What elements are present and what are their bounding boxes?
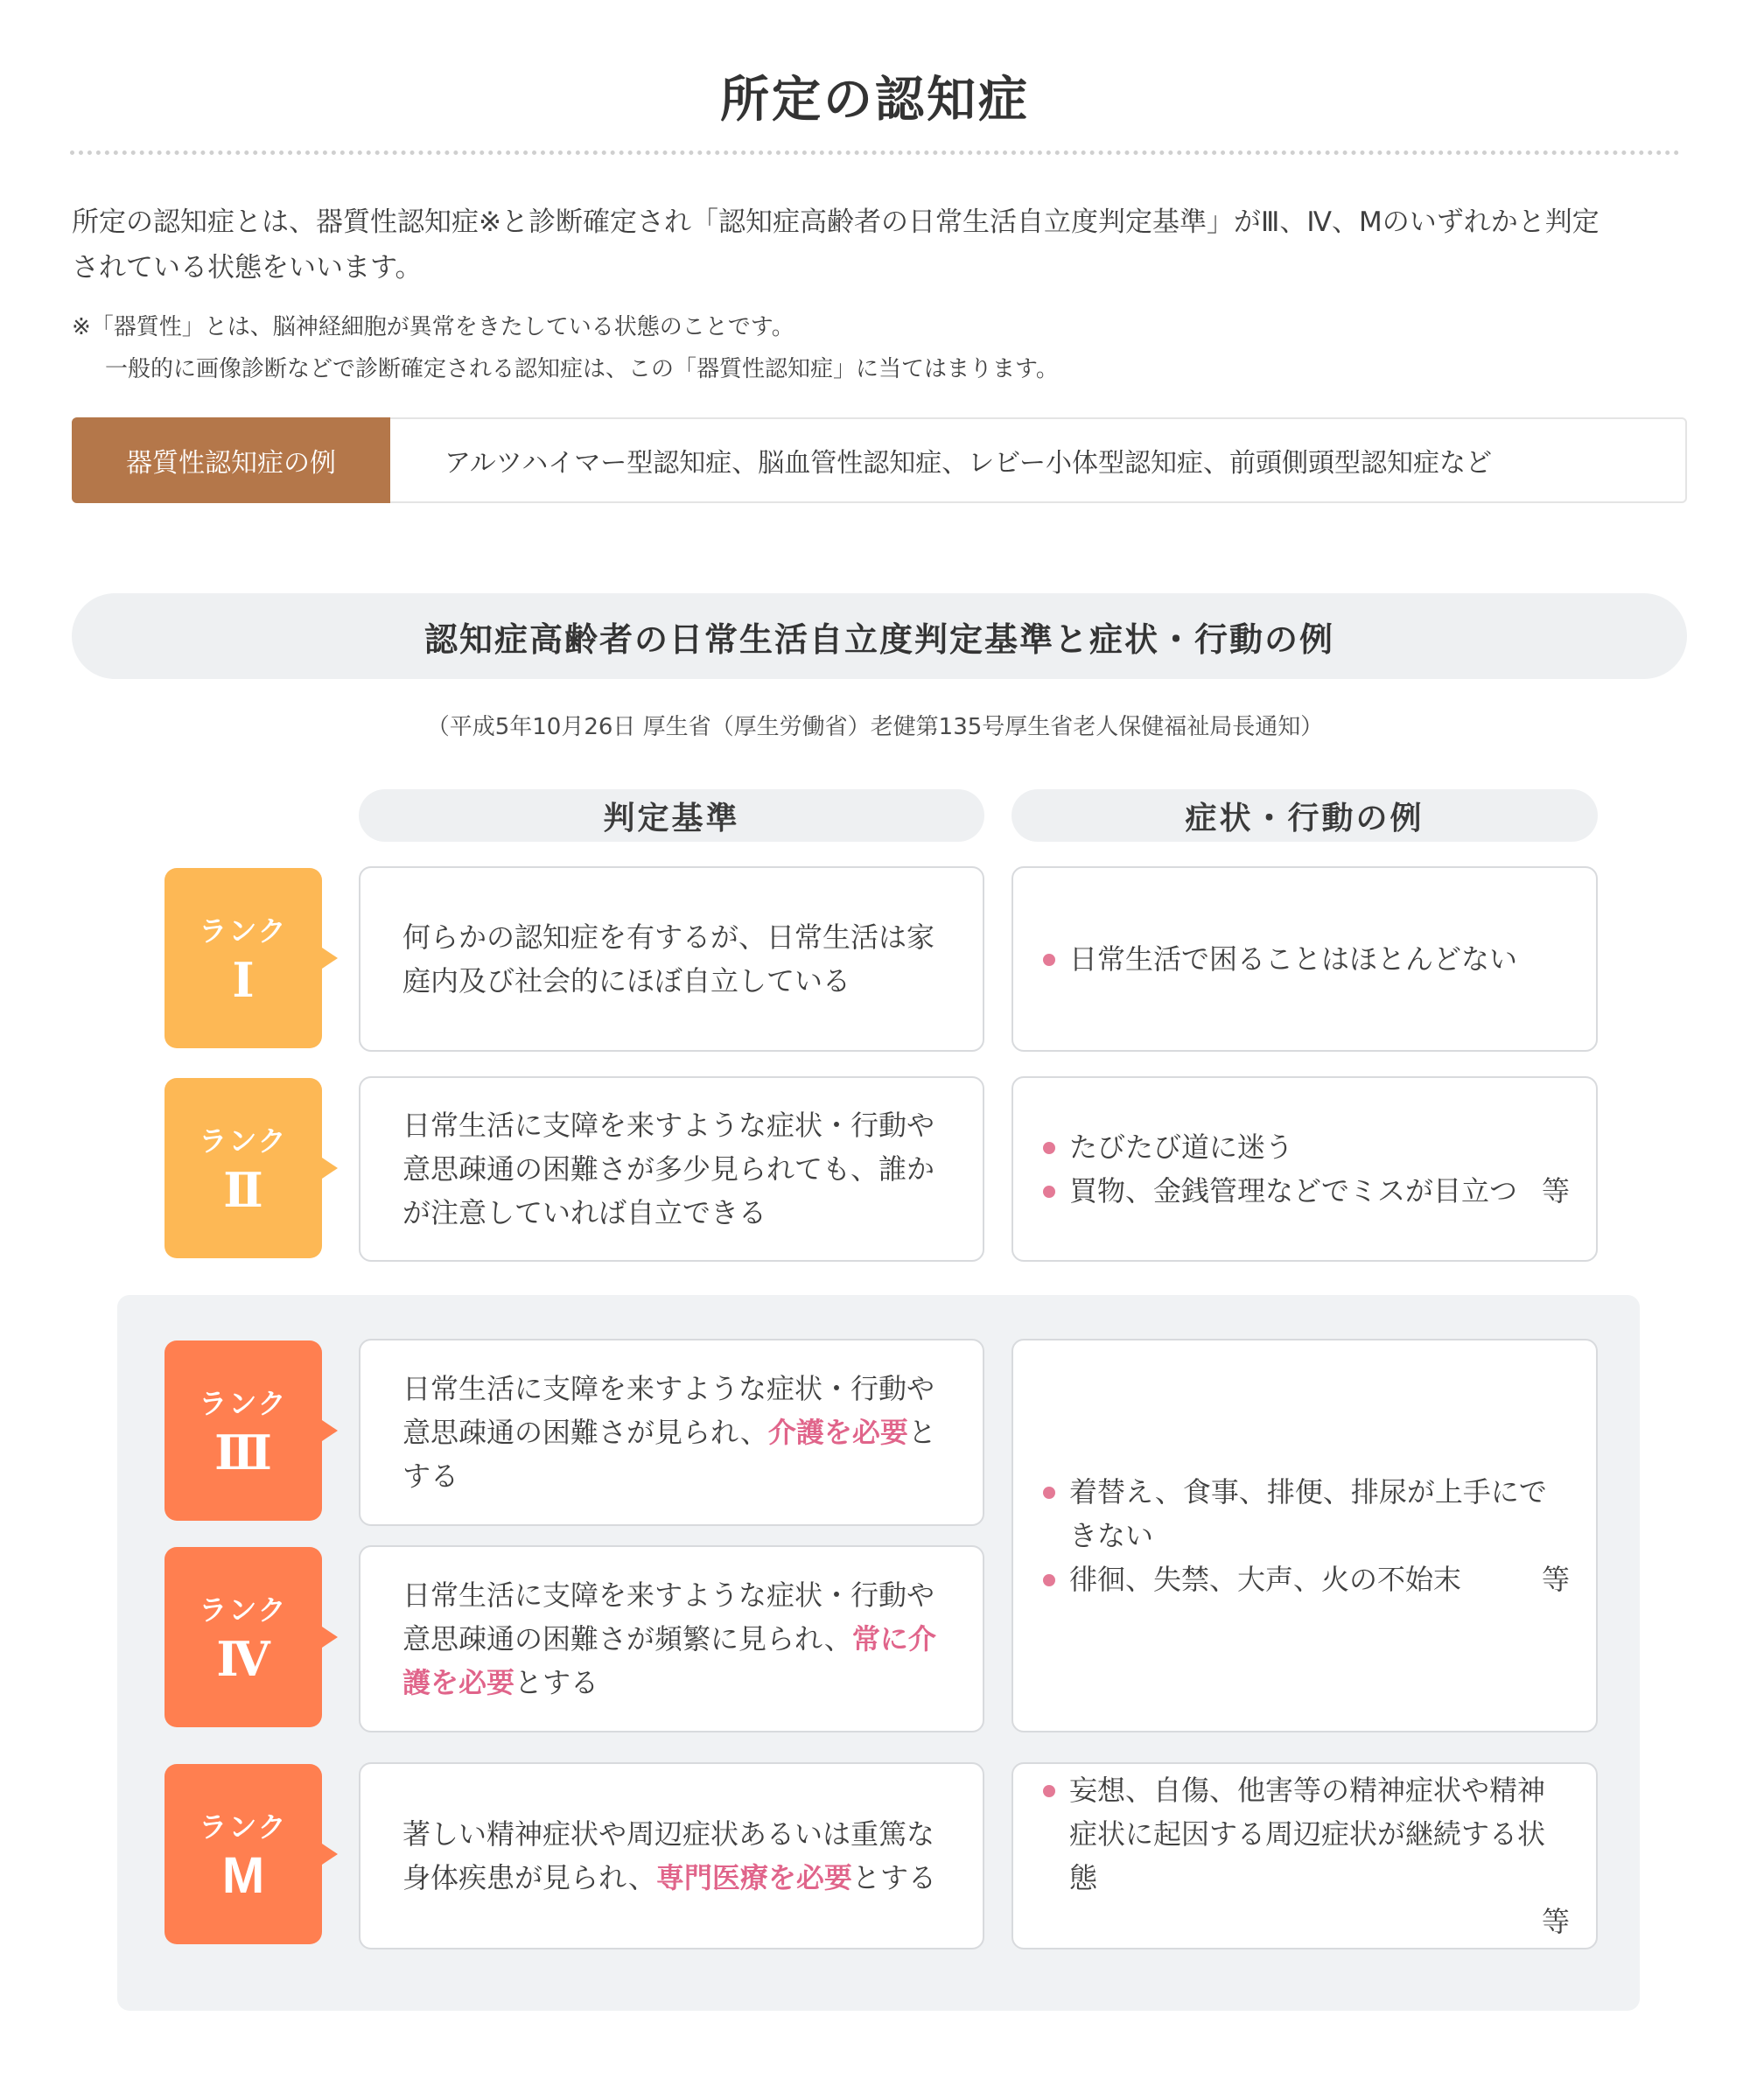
criteria-text-b: とする — [851, 1861, 936, 1894]
symptom-item: たびたび道に迷う — [1043, 1125, 1570, 1169]
example-box — [72, 417, 1687, 503]
rank-number: M — [221, 1847, 265, 1904]
rank-badge-4 — [164, 1547, 322, 1727]
rank-badge-2 — [164, 1078, 322, 1258]
rank-number: Ⅰ — [232, 952, 255, 1008]
etc-label: 等 — [1541, 1174, 1570, 1208]
etc-label: 等 — [1541, 1563, 1570, 1596]
criteria-highlight: 専門医療を必要 — [655, 1861, 852, 1894]
rank-label: ランク — [199, 1387, 288, 1420]
criteria-text: 何らかの認知症を有するが、日常生活は家庭内及び社会的にほぼ自立している — [402, 920, 935, 998]
section-header: 認知症高齢者の日常生活自立度判定基準と症状・行動の例 — [72, 593, 1687, 679]
note-line-1: ※「器質性」とは、脳神経細胞が異常をきたしている状態のことです。 — [72, 314, 794, 340]
criteria-text-a: 著しい精神症状や周辺症状あるいは重篤な身体疾患が見られ、 — [402, 1817, 935, 1894]
criteria-card-4 — [359, 1545, 984, 1732]
symptom-text: 徘徊、失禁、大声、火の不始末 — [1069, 1563, 1462, 1596]
note-line-2: 一般的に画像診断などで診断確定される認知症は、この「器質性認知症」に当てはまります。 — [105, 356, 1059, 382]
rank-label: ランク — [199, 1593, 288, 1627]
criteria-card-2 — [359, 1076, 984, 1262]
criteria-card-3 — [359, 1339, 984, 1526]
symptom-item: 日常生活で困ることはほとんどない — [1043, 937, 1570, 981]
criteria-text: 日常生活に支障を来すような症状・行動や意思疎通の困難さが多少見られても、誰かが注意していれば自立できる — [402, 1109, 935, 1229]
column-header-symptoms: 症状・行動の例 — [1012, 789, 1598, 842]
symptom-list — [1043, 1768, 1570, 1900]
symptom-card-3-4 — [1012, 1339, 1598, 1732]
rank-number: Ⅲ — [214, 1424, 272, 1480]
arrow-right-icon — [322, 1627, 338, 1648]
criteria-text-a: 日常生活に支障を来すような症状・行動や意思疎通の困難さが見られ、 — [402, 1372, 935, 1449]
symptom-card-m — [1012, 1762, 1598, 1950]
arrow-right-icon — [322, 1158, 338, 1179]
intro-paragraph — [72, 200, 1682, 290]
symptom-item: 着替え、食事、排便、排尿が上手にできない — [1043, 1470, 1570, 1558]
criteria-text-b: とする — [514, 1666, 599, 1699]
etc-label: 等 — [1541, 1905, 1570, 1938]
rank-number: Ⅳ — [216, 1631, 270, 1687]
symptom-card-1 — [1012, 866, 1598, 1052]
symptom-list — [1043, 1470, 1570, 1601]
arrow-right-icon — [322, 1844, 338, 1865]
rank-number: Ⅱ — [223, 1162, 263, 1218]
intro-line-2: されている状態をいいます。 — [72, 252, 423, 284]
symptom-item — [1043, 1169, 1570, 1213]
criteria-text — [402, 1812, 941, 1900]
intro-line-1: 所定の認知症とは、器質性認知症※と診断確定され「認知症高齢者の日常生活自立度判定基準」がⅢ、Ⅳ、Mのいずれかと判定 — [72, 206, 1600, 238]
symptom-text: 買物、金銭管理などでミスが目立つ — [1069, 1174, 1518, 1208]
criteria-text — [402, 1367, 941, 1498]
column-header-criteria: 判定基準 — [359, 789, 984, 842]
criteria-card-1 — [359, 866, 984, 1052]
criteria-highlight: 常に介護を必要 — [402, 1622, 936, 1699]
page-title: 所定の認知症 — [720, 72, 1030, 129]
example-label: 器質性認知症の例 — [72, 417, 390, 503]
rank-label: ランク — [199, 1810, 288, 1844]
criteria-text-a: 日常生活に支障を来すような症状・行動や意思疎通の困難さが頻繁に見られ、 — [402, 1578, 935, 1656]
symptom-list — [1043, 1125, 1570, 1213]
source-note: （平成5年10月26日 厚生省（厚生労働省）老健第135号厚生省老人保健福祉局長通知） — [426, 714, 1324, 740]
symptom-item — [1043, 1558, 1570, 1601]
arrow-right-icon — [322, 1420, 338, 1441]
rank-badge-m — [164, 1764, 322, 1944]
dotted-divider — [70, 150, 1680, 155]
symptom-wrapper — [1043, 1768, 1570, 1943]
arrow-right-icon — [322, 948, 338, 969]
example-text: アルツハイマー型認知症、脳血管性認知症、レビー小体型認知症、前頭側頭型認知症など — [444, 448, 1492, 479]
rank-label: ランク — [199, 914, 288, 948]
criteria-text-b: とする — [402, 1416, 936, 1493]
rank-label: ランク — [199, 1124, 288, 1158]
rank-badge-1 — [164, 868, 322, 1048]
symptom-item: 妄想、自傷、他害等の精神症状や精神症状に起因する周辺症状が継続する状態 — [1043, 1768, 1570, 1900]
criteria-text — [402, 1573, 941, 1704]
symptom-card-2 — [1012, 1076, 1598, 1262]
criteria-card-m — [359, 1762, 984, 1950]
symptom-list — [1043, 937, 1570, 981]
rank-badge-3 — [164, 1340, 322, 1521]
criteria-highlight: 介護を必要 — [767, 1416, 908, 1449]
